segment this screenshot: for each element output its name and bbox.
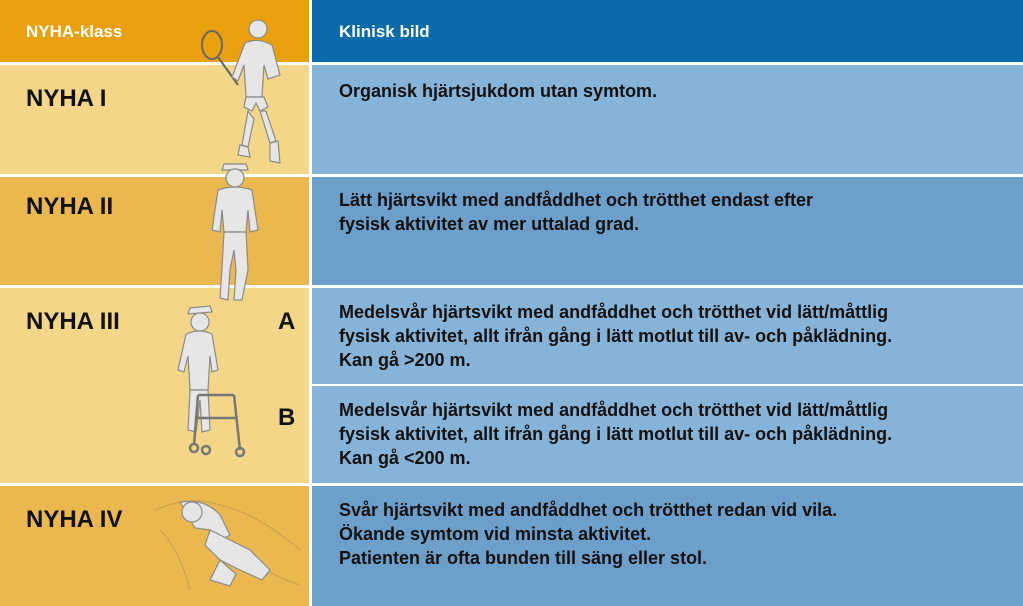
class-label-nyha-iii: NYHA III	[26, 308, 120, 335]
walker-figure	[170, 300, 250, 460]
row-nyha-iii-a-desc-cell	[312, 288, 1023, 384]
class-label-nyha-iv: NYHA IV	[26, 506, 123, 533]
desc-line: fysisk aktivitet, allt ifrån gång i lätt motlut till av- och påklädning.	[339, 326, 893, 346]
desc-nyha-iii-a	[339, 300, 892, 372]
row-nyha-ii-desc-cell	[312, 177, 1023, 285]
desc-line: Medelsvår hjärtsvikt med andfåddhet och trötthet vid lätt/måttlig	[339, 302, 889, 322]
sub-label-b: B	[278, 404, 296, 431]
row-nyha-iii-class-cell	[0, 288, 309, 483]
desc-line: Kan gå >200 m.	[339, 350, 471, 370]
desc-line: Kan gå <200 m.	[339, 448, 471, 468]
tennis-player-figure	[190, 15, 300, 170]
header-class-label: NYHA-klass	[26, 22, 123, 41]
class-label-nyha-i: NYHA I	[26, 85, 107, 112]
desc-line: Svår hjärtsvikt med andfåddhet och trötthet redan vid vila.	[339, 500, 838, 520]
row-nyha-iv-desc-cell	[312, 486, 1023, 606]
sub-label-a: A	[278, 308, 296, 335]
desc-line: Medelsvår hjärtsvikt med andfåddhet och trötthet vid lätt/måttlig	[339, 400, 889, 420]
desc-nyha-i	[339, 79, 657, 103]
header-clinical-label: Klinisk bild	[339, 22, 430, 41]
row-nyha-i-desc-cell	[312, 65, 1023, 174]
desc-nyha-iv	[339, 498, 837, 570]
desc-line: Lätt hjärtsvikt med andfåddhet och trötthet endast efter	[339, 190, 814, 210]
desc-line: Organisk hjärtsjukdom utan symtom.	[339, 81, 658, 101]
class-label-nyha-ii: NYHA II	[26, 193, 114, 220]
bedridden-figure	[150, 490, 305, 600]
desc-line: fysisk aktivitet av mer uttalad grad.	[339, 214, 640, 234]
desc-nyha-ii	[339, 188, 813, 236]
row-nyha-iii-b-desc-cell	[312, 386, 1023, 483]
desc-line: Patienten är ofta bunden till säng eller stol.	[339, 548, 708, 568]
walking-man-figure	[200, 160, 270, 310]
header-clinical-column	[312, 0, 1023, 62]
desc-nyha-iii-b	[339, 398, 892, 470]
desc-line: fysisk aktivitet, allt ifrån gång i lätt motlut till av- och påklädning.	[339, 424, 893, 444]
desc-line: Ökande symtom vid minsta aktivitet.	[339, 524, 652, 544]
